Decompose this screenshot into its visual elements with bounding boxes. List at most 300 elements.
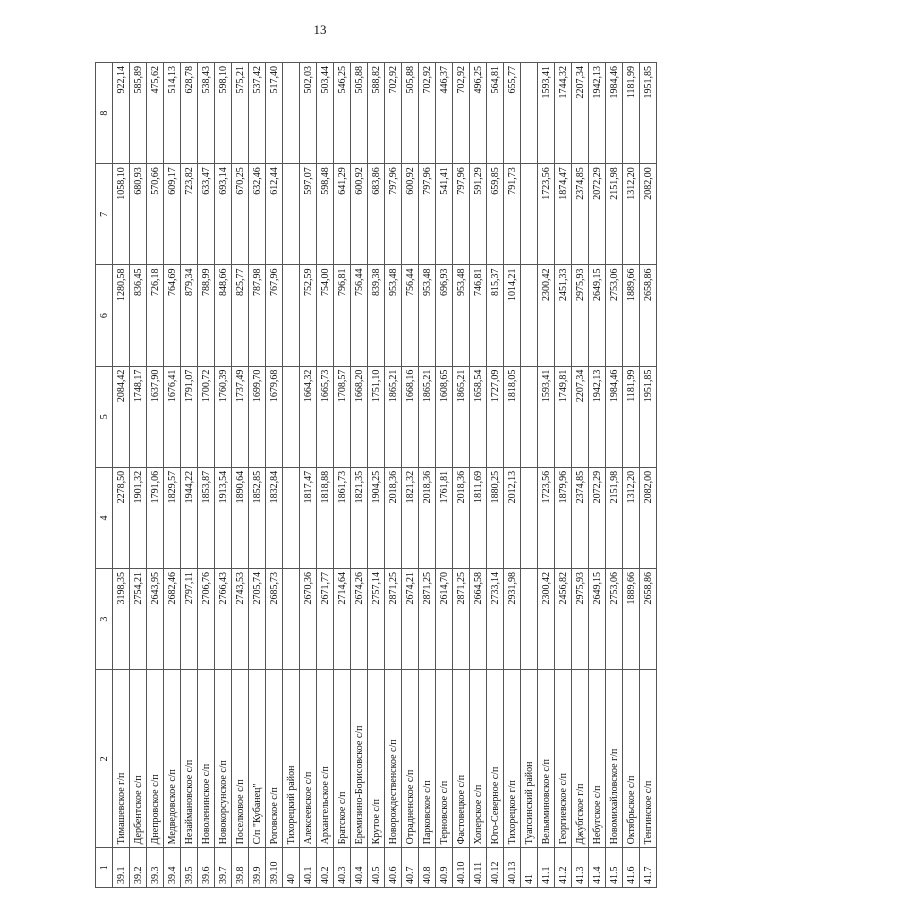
value-cell: 953,48 <box>385 265 402 366</box>
settlement-name-cell: Днепровское с/п <box>147 670 164 848</box>
row-number-cell: 39.4 <box>164 848 181 888</box>
value-cell: 2671,77 <box>317 569 334 670</box>
table-header-row <box>96 63 113 888</box>
value-cell: 541,41 <box>436 164 453 265</box>
value-cell: 1312,20 <box>623 467 640 568</box>
value-cell <box>283 467 300 568</box>
row-number-cell: 40.5 <box>368 848 385 888</box>
table-rotator <box>95 62 657 888</box>
row-number-cell: 40.4 <box>351 848 368 888</box>
value-cell: 655,77 <box>504 63 521 164</box>
table-row <box>623 63 640 888</box>
value-cell: 752,59 <box>300 265 317 366</box>
value-cell: 612,44 <box>266 164 283 265</box>
value-cell: 632,46 <box>249 164 266 265</box>
value-cell: 825,77 <box>232 265 249 366</box>
table-row <box>453 63 470 888</box>
value-cell: 2797,11 <box>181 569 198 670</box>
settlement-name-cell: Тихорецкий район <box>283 670 300 848</box>
value-cell: 2084,42 <box>113 366 130 467</box>
table-row <box>402 63 419 888</box>
value-cell <box>283 366 300 467</box>
value-cell: 2871,25 <box>385 569 402 670</box>
settlement-name-cell: Алексеевское с/п <box>300 670 317 848</box>
value-cell: 1699,70 <box>249 366 266 467</box>
header-cell: 4 <box>96 467 113 568</box>
settlement-name-cell: Тихорецкое г/п <box>504 670 521 848</box>
value-cell: 1760,39 <box>215 366 232 467</box>
value-cell: 797,96 <box>453 164 470 265</box>
value-cell: 1829,57 <box>164 467 181 568</box>
table-row <box>470 63 487 888</box>
settlement-name-cell: Туапсинский район <box>521 670 538 848</box>
value-cell: 1761,81 <box>436 467 453 568</box>
value-cell: 922,14 <box>113 63 130 164</box>
value-cell: 797,96 <box>419 164 436 265</box>
value-cell: 1889,66 <box>623 569 640 670</box>
value-cell <box>521 164 538 265</box>
table-row <box>436 63 453 888</box>
value-cell: 696,93 <box>436 265 453 366</box>
value-cell: 1880,25 <box>487 467 504 568</box>
value-cell: 538,43 <box>198 63 215 164</box>
header-cell: 2 <box>96 670 113 848</box>
value-cell: 1637,90 <box>147 366 164 467</box>
value-cell: 836,45 <box>130 265 147 366</box>
value-cell: 2300,42 <box>538 569 555 670</box>
value-cell: 2670,36 <box>300 569 317 670</box>
value-cell: 1791,06 <box>147 467 164 568</box>
value-cell: 598,10 <box>215 63 232 164</box>
settlement-name-cell: Новоленинское с/п <box>198 670 215 848</box>
value-cell: 2082,00 <box>640 164 657 265</box>
value-cell: 2766,43 <box>215 569 232 670</box>
value-cell: 1879,96 <box>555 467 572 568</box>
row-number-cell: 40.1 <box>300 848 317 888</box>
value-cell: 2931,98 <box>504 569 521 670</box>
value-cell: 797,96 <box>385 164 402 265</box>
value-cell: 953,48 <box>419 265 436 366</box>
value-cell: 2643,95 <box>147 569 164 670</box>
table-row <box>385 63 402 888</box>
value-cell: 1700,72 <box>198 366 215 467</box>
value-cell: 514,13 <box>164 63 181 164</box>
settlement-name-cell: Поселковое с/п <box>232 670 249 848</box>
value-cell: 1668,20 <box>351 366 368 467</box>
table-body <box>96 63 657 888</box>
value-cell: 2753,06 <box>606 265 623 366</box>
value-cell: 1658,54 <box>470 366 487 467</box>
value-cell: 1853,87 <box>198 467 215 568</box>
value-cell: 1014,21 <box>504 265 521 366</box>
table-row <box>538 63 555 888</box>
value-cell: 2649,15 <box>589 265 606 366</box>
value-cell: 1889,66 <box>623 265 640 366</box>
value-cell: 796,81 <box>334 265 351 366</box>
settlement-name-cell: Георгиевское с/п <box>555 670 572 848</box>
settlement-name-cell: Юго-Северное с/п <box>487 670 504 848</box>
row-number-cell: 40.10 <box>453 848 470 888</box>
value-cell: 641,29 <box>334 164 351 265</box>
value-cell: 2733,14 <box>487 569 504 670</box>
value-cell: 702,92 <box>385 63 402 164</box>
value-cell: 1852,85 <box>249 467 266 568</box>
value-cell <box>521 63 538 164</box>
value-cell: 1676,41 <box>164 366 181 467</box>
value-cell: 2082,00 <box>640 467 657 568</box>
value-cell: 2278,50 <box>113 467 130 568</box>
settlement-name-cell: Отрадненское с/п <box>402 670 419 848</box>
row-number-cell: 41.5 <box>606 848 623 888</box>
value-cell: 702,92 <box>453 63 470 164</box>
value-cell: 2975,93 <box>572 569 589 670</box>
value-cell: 1312,20 <box>623 164 640 265</box>
settlement-name-cell: Тимашевское г/п <box>113 670 130 848</box>
row-number-cell: 41.4 <box>589 848 606 888</box>
row-number-cell: 39.3 <box>147 848 164 888</box>
table-row <box>504 63 521 888</box>
value-cell: 598,48 <box>317 164 334 265</box>
value-cell: 1749,81 <box>555 366 572 467</box>
value-cell: 1811,69 <box>470 467 487 568</box>
value-cell: 1593,41 <box>538 63 555 164</box>
row-number-cell: 40.3 <box>334 848 351 888</box>
settlement-name-cell: Фастовецкое с/п <box>453 670 470 848</box>
value-cell: 953,48 <box>453 265 470 366</box>
value-cell: 3198,35 <box>113 569 130 670</box>
settlement-name-cell: С/п "Кубанец" <box>249 670 266 848</box>
value-cell: 1901,32 <box>130 467 147 568</box>
value-cell: 1748,17 <box>130 366 147 467</box>
value-cell: 2975,93 <box>572 265 589 366</box>
value-cell: 2706,76 <box>198 569 215 670</box>
row-number-cell: 40.7 <box>402 848 419 888</box>
table-row <box>113 63 130 888</box>
value-cell: 670,25 <box>232 164 249 265</box>
value-cell: 1818,88 <box>317 467 334 568</box>
settlement-name-cell: Новокорсунское с/п <box>215 670 232 848</box>
settlement-name-cell: Терновское с/п <box>436 670 453 848</box>
value-cell: 2018,36 <box>385 467 402 568</box>
table-row <box>572 63 589 888</box>
row-number-cell: 41.7 <box>640 848 657 888</box>
table-row <box>181 63 198 888</box>
value-cell: 1737,49 <box>232 366 249 467</box>
value-cell: 787,98 <box>249 265 266 366</box>
value-cell: 2658,86 <box>640 265 657 366</box>
value-cell: 754,00 <box>317 265 334 366</box>
value-cell: 1865,21 <box>453 366 470 467</box>
value-cell: 1951,85 <box>640 366 657 467</box>
table-row <box>232 63 249 888</box>
value-cell: 517,40 <box>266 63 283 164</box>
value-cell: 1818,05 <box>504 366 521 467</box>
value-cell: 1942,13 <box>589 63 606 164</box>
value-cell: 2658,86 <box>640 569 657 670</box>
value-cell: 2072,29 <box>589 164 606 265</box>
settlement-name-cell: Новорождественское с/п <box>385 670 402 848</box>
value-cell: 1865,21 <box>385 366 402 467</box>
value-cell: 2614,70 <box>436 569 453 670</box>
row-number-cell: 40.2 <box>317 848 334 888</box>
header-cell: 5 <box>96 366 113 467</box>
value-cell: 2018,36 <box>453 467 470 568</box>
row-number-cell: 39.10 <box>266 848 283 888</box>
value-cell: 2012,13 <box>504 467 521 568</box>
value-cell: 680,93 <box>130 164 147 265</box>
value-cell: 597,07 <box>300 164 317 265</box>
value-cell: 2649,15 <box>589 569 606 670</box>
value-cell: 1865,21 <box>419 366 436 467</box>
row-number-cell: 39.7 <box>215 848 232 888</box>
value-cell: 1904,25 <box>368 467 385 568</box>
table-row <box>198 63 215 888</box>
table-row <box>164 63 181 888</box>
row-number-cell: 40.11 <box>470 848 487 888</box>
value-cell: 702,92 <box>419 63 436 164</box>
value-cell: 848,66 <box>215 265 232 366</box>
value-cell: 1984,46 <box>606 366 623 467</box>
settlement-name-cell: Крутое с/п <box>368 670 385 848</box>
table-row <box>266 63 283 888</box>
settlement-name-cell: Джубгское г/п <box>572 670 589 848</box>
tariff-table <box>95 62 657 888</box>
value-cell: 570,66 <box>147 164 164 265</box>
settlement-name-cell: Вельяминовское с/п <box>538 670 555 848</box>
value-cell: 1861,73 <box>334 467 351 568</box>
value-cell: 839,38 <box>368 265 385 366</box>
settlement-name-cell: Октябрьское с/п <box>623 670 640 848</box>
table-row <box>147 63 164 888</box>
value-cell: 546,25 <box>334 63 351 164</box>
value-cell: 2685,73 <box>266 569 283 670</box>
value-cell <box>521 366 538 467</box>
table-row <box>351 63 368 888</box>
value-cell: 502,03 <box>300 63 317 164</box>
value-cell: 2374,85 <box>572 164 589 265</box>
table-row <box>317 63 334 888</box>
value-cell: 2743,53 <box>232 569 249 670</box>
settlement-name-cell: Медведовское с/п <box>164 670 181 848</box>
settlement-name-cell: Роговское с/п <box>266 670 283 848</box>
settlement-name-cell: Парковское с/п <box>419 670 436 848</box>
header-cell: 7 <box>96 164 113 265</box>
row-number-cell: 39.9 <box>249 848 266 888</box>
value-cell: 600,92 <box>351 164 368 265</box>
value-cell: 815,37 <box>487 265 504 366</box>
header-cell: 3 <box>96 569 113 670</box>
row-number-cell: 39.5 <box>181 848 198 888</box>
value-cell: 2664,58 <box>470 569 487 670</box>
header-cell: 8 <box>96 63 113 164</box>
row-number-cell: 41.3 <box>572 848 589 888</box>
value-cell: 1944,22 <box>181 467 198 568</box>
value-cell: 746,81 <box>470 265 487 366</box>
table-row <box>368 63 385 888</box>
value-cell: 764,69 <box>164 265 181 366</box>
value-cell: 723,82 <box>181 164 198 265</box>
value-cell: 1744,32 <box>555 63 572 164</box>
value-cell: 1668,16 <box>402 366 419 467</box>
value-cell <box>283 265 300 366</box>
value-cell: 2018,36 <box>419 467 436 568</box>
table-row <box>334 63 351 888</box>
value-cell: 1791,07 <box>181 366 198 467</box>
value-cell: 609,17 <box>164 164 181 265</box>
settlement-name-cell: Архангельское с/п <box>317 670 334 848</box>
value-cell: 1181,99 <box>623 63 640 164</box>
value-cell: 600,92 <box>402 164 419 265</box>
settlement-name-cell: Хоперское с/п <box>470 670 487 848</box>
value-cell: 1951,85 <box>640 63 657 164</box>
value-cell: 1942,13 <box>589 366 606 467</box>
value-cell: 496,25 <box>470 63 487 164</box>
row-number-cell: 41.6 <box>623 848 640 888</box>
value-cell: 505,88 <box>351 63 368 164</box>
value-cell: 1679,68 <box>266 366 283 467</box>
row-number-cell: 41 <box>521 848 538 888</box>
value-cell: 2753,06 <box>606 569 623 670</box>
table-row <box>606 63 623 888</box>
table-row <box>419 63 436 888</box>
settlement-name-cell: Тенгинское с/п <box>640 670 657 848</box>
row-number-cell: 40.13 <box>504 848 521 888</box>
settlement-name-cell: Братское с/п <box>334 670 351 848</box>
value-cell: 1181,99 <box>623 366 640 467</box>
value-cell: 2374,85 <box>572 467 589 568</box>
value-cell: 767,96 <box>266 265 283 366</box>
row-number-cell: 40.6 <box>385 848 402 888</box>
value-cell: 2072,29 <box>589 467 606 568</box>
value-cell: 1832,84 <box>266 467 283 568</box>
value-cell: 1817,47 <box>300 467 317 568</box>
value-cell: 2871,25 <box>419 569 436 670</box>
rotated-table-container <box>95 62 921 884</box>
value-cell <box>283 164 300 265</box>
table-row <box>521 63 538 888</box>
table-row <box>300 63 317 888</box>
value-cell <box>521 569 538 670</box>
value-cell: 505,88 <box>402 63 419 164</box>
row-number-cell: 39.8 <box>232 848 249 888</box>
row-number-cell: 39.1 <box>113 848 130 888</box>
value-cell: 2705,74 <box>249 569 266 670</box>
value-cell <box>521 265 538 366</box>
value-cell <box>283 569 300 670</box>
value-cell: 2151,98 <box>606 467 623 568</box>
value-cell: 585,89 <box>130 63 147 164</box>
table-row <box>487 63 504 888</box>
row-number-cell: 40 <box>283 848 300 888</box>
value-cell: 475,62 <box>147 63 164 164</box>
value-cell: 1984,46 <box>606 63 623 164</box>
value-cell: 1708,57 <box>334 366 351 467</box>
header-cell: 6 <box>96 265 113 366</box>
value-cell: 788,99 <box>198 265 215 366</box>
table-row <box>130 63 147 888</box>
table-row <box>555 63 572 888</box>
value-cell: 1821,35 <box>351 467 368 568</box>
value-cell: 1751,10 <box>368 366 385 467</box>
value-cell <box>521 467 538 568</box>
value-cell: 1874,47 <box>555 164 572 265</box>
value-cell: 756,44 <box>402 265 419 366</box>
page-number: 13 <box>313 22 327 37</box>
value-cell: 2714,64 <box>334 569 351 670</box>
row-number-cell: 39.2 <box>130 848 147 888</box>
value-cell: 2151,98 <box>606 164 623 265</box>
row-number-cell: 41.1 <box>538 848 555 888</box>
value-cell: 628,78 <box>181 63 198 164</box>
value-cell: 1593,41 <box>538 366 555 467</box>
settlement-name-cell: Незаймановское с/п <box>181 670 198 848</box>
header-cell: 1 <box>96 848 113 888</box>
value-cell: 1608,65 <box>436 366 453 467</box>
value-cell: 2682,46 <box>164 569 181 670</box>
table-row <box>283 63 300 888</box>
row-number-cell: 41.2 <box>555 848 572 888</box>
table-row <box>589 63 606 888</box>
value-cell: 2674,26 <box>351 569 368 670</box>
settlement-name-cell: Дербентское с/п <box>130 670 147 848</box>
value-cell: 503,44 <box>317 63 334 164</box>
settlement-name-cell: Новомихайловское г/п <box>606 670 623 848</box>
value-cell: 2451,33 <box>555 265 572 366</box>
settlement-name-cell: Небугское с/п <box>589 670 606 848</box>
value-cell: 2456,82 <box>555 569 572 670</box>
row-number-cell: 40.9 <box>436 848 453 888</box>
value-cell: 591,29 <box>470 164 487 265</box>
value-cell: 879,34 <box>181 265 198 366</box>
value-cell: 791,73 <box>504 164 521 265</box>
value-cell: 575,21 <box>232 63 249 164</box>
value-cell: 633,47 <box>198 164 215 265</box>
value-cell: 1890,64 <box>232 467 249 568</box>
table-row <box>249 63 266 888</box>
value-cell: 726,18 <box>147 265 164 366</box>
value-cell: 1727,09 <box>487 366 504 467</box>
value-cell: 2674,21 <box>402 569 419 670</box>
value-cell: 1280,58 <box>113 265 130 366</box>
value-cell: 2300,42 <box>538 265 555 366</box>
value-cell <box>283 63 300 164</box>
row-number-cell: 39.6 <box>198 848 215 888</box>
value-cell: 537,42 <box>249 63 266 164</box>
value-cell: 1913,54 <box>215 467 232 568</box>
settlement-name-cell: Еремизино-Борисовское с/п <box>351 670 368 848</box>
value-cell: 2754,21 <box>130 569 147 670</box>
value-cell: 1058,10 <box>113 164 130 265</box>
table-row <box>215 63 232 888</box>
value-cell: 1821,32 <box>402 467 419 568</box>
value-cell: 2207,34 <box>572 63 589 164</box>
value-cell: 446,37 <box>436 63 453 164</box>
value-cell: 1664,32 <box>300 366 317 467</box>
row-number-cell: 40.12 <box>487 848 504 888</box>
value-cell: 564,81 <box>487 63 504 164</box>
value-cell: 1723,56 <box>538 467 555 568</box>
value-cell: 2207,34 <box>572 366 589 467</box>
value-cell: 2871,25 <box>453 569 470 670</box>
value-cell: 1723,56 <box>538 164 555 265</box>
value-cell: 659,85 <box>487 164 504 265</box>
value-cell: 1665,73 <box>317 366 334 467</box>
value-cell: 756,44 <box>351 265 368 366</box>
value-cell: 693,14 <box>215 164 232 265</box>
row-number-cell: 40.8 <box>419 848 436 888</box>
table-row <box>640 63 657 888</box>
value-cell: 2757,14 <box>368 569 385 670</box>
